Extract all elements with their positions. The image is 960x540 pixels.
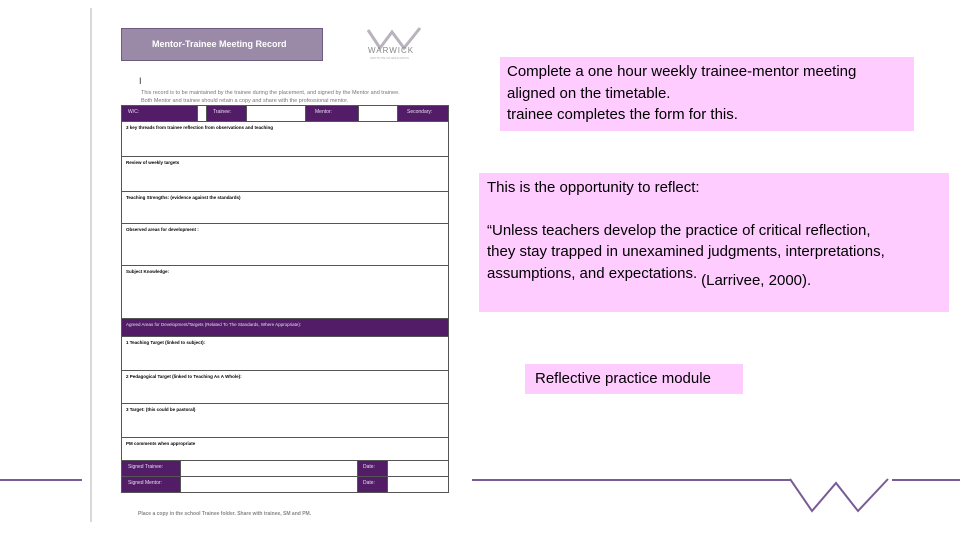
section-row[interactable]: Subject Knowledge: [121, 265, 449, 319]
text-cursor: I [139, 76, 142, 86]
signed-mentor-field[interactable] [180, 477, 358, 492]
callout-line: Complete a one hour weekly trainee-mentor meeting [507, 63, 857, 80]
quote-line: “Unless teachers develop the practice of critical reflection, [487, 221, 871, 239]
meeting-record-document [90, 8, 452, 522]
signed-trainee-label: Signed Trainee: [128, 464, 164, 470]
section-row[interactable]: 3 key threads from trainee reflection from observations and teaching [121, 121, 449, 157]
agreed-targets-header: Agreed Areas for Development/Targets (Related To The Standards, Where Appropriate): [121, 318, 449, 337]
signed-trainee-row [121, 460, 449, 477]
target-row[interactable]: 3 Target: (this could be pastoral) [121, 403, 449, 438]
document-footer: Place a copy in the school Trainee folder. Share with trainee, SM and PM. [138, 511, 312, 517]
warwick-wave-icon [790, 477, 892, 521]
mentor-field[interactable] [358, 106, 398, 121]
header-row [121, 105, 449, 122]
signed-mentor-label: Signed Mentor: [128, 480, 162, 486]
reflection-quote-callout [479, 173, 949, 312]
quote-line-wrap [487, 264, 812, 289]
intro-line: Both Mentor and trainee should retain a copy and share with the professional mentor. [141, 97, 349, 104]
section-row[interactable]: Observed areas for development : [121, 223, 449, 266]
quote-citation: (Larrivee, 2000). [701, 271, 812, 289]
divider-line-right [892, 479, 960, 481]
reflection-intro: This is the opportunity to reflect: [487, 179, 700, 196]
signed-mentor-row [121, 476, 449, 493]
document-intro [141, 90, 451, 105]
quote-line: assumptions, and expectations. [487, 264, 698, 282]
weekly-meeting-callout [500, 57, 914, 131]
document-title: Mentor-Trainee Meeting Record [121, 28, 323, 61]
signed-trainee-field[interactable] [180, 461, 358, 476]
logo-subtext: INSTITUTE OF EDUCATION [370, 56, 409, 60]
target-row[interactable]: 2 Pedagogical Target (linked to Teaching As A Whole): [121, 370, 449, 404]
callout-line: aligned on the timetable. [507, 84, 671, 102]
wc-field[interactable] [197, 106, 207, 121]
target-row[interactable]: PM comments when appropriate [121, 437, 449, 461]
trainee-field[interactable] [246, 106, 306, 121]
reflective-practice-module-label[interactable]: Reflective practice module [525, 364, 743, 394]
mentor-label: Mentor: [315, 109, 332, 115]
date-label: Date: [363, 464, 375, 470]
wc-label: W/C: [128, 109, 140, 115]
date-label: Date: [363, 480, 375, 486]
divider-line-middle [472, 479, 790, 481]
quote-line: they stay trapped in unexamined judgments, interpretations, [487, 243, 885, 260]
divider-line-left [0, 479, 82, 481]
reflection-quote [487, 220, 941, 289]
intro-line: This record is to be maintained by the trainee during the placement, and signed by the Mentor and trainee. [141, 90, 400, 96]
trainee-date-field[interactable] [387, 461, 449, 476]
callout-line: trainee completes the form for this. [507, 106, 738, 123]
trainee-label: Trainee: [213, 109, 232, 115]
logo-wordmark: WARWICK [368, 46, 415, 55]
target-row[interactable]: 1 Teaching Target (linked to subject): [121, 336, 449, 371]
section-row[interactable]: Teaching Strengths: (evidence against the standards) [121, 191, 449, 224]
mentor-date-field[interactable] [387, 477, 449, 492]
secondary-label: Secondary: [407, 109, 433, 115]
section-row[interactable]: Review of weekly targets [121, 156, 449, 192]
